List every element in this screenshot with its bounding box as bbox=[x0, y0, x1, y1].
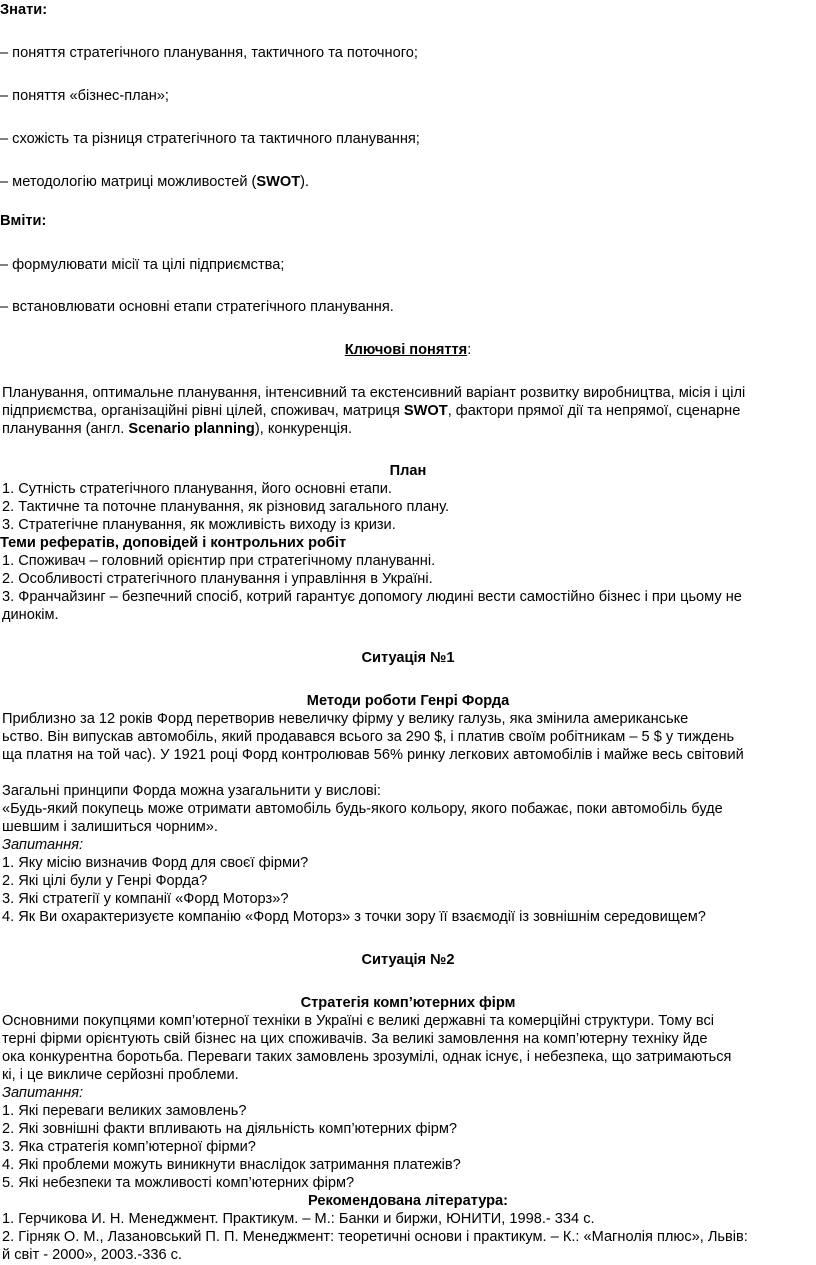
know-item: – схожість та різниця стратегічного та тактичного планування; bbox=[0, 131, 420, 147]
know-heading: Знати: bbox=[0, 2, 48, 18]
case1-principles: Загальні принципи Форда можна узагальнити у вислові: bbox=[2, 783, 381, 799]
able-heading: Вміти: bbox=[0, 213, 47, 229]
case1-heading: Ситуація №1 bbox=[361, 650, 455, 666]
topics-item: 1. Споживач – головний орієнтир при стратегічному плануванні. bbox=[2, 553, 436, 569]
topics-item: 3. Франчайзинг – безпечний спосіб, котрий гарантує допомогу людині вести самостійно бізнес і при цьому не bbox=[2, 589, 742, 605]
case1-quote: «Будь-який покупець може отримати автомобіль будь-якого кольору, якого побажає, поки автомобіль буде bbox=[2, 801, 723, 817]
swot-prefix: – методологію матриці можливостей ( bbox=[0, 174, 257, 190]
plan-item: 3. Стратегічне планування, як можливість виходу із кризи. bbox=[2, 517, 396, 533]
case2-heading: Ситуація №2 bbox=[361, 952, 455, 968]
case2-question: 2. Які зовнішні факти впливають на діяльність комп’ютерних фірм? bbox=[2, 1121, 458, 1137]
literature-heading: Рекомендована література: bbox=[307, 1193, 509, 1209]
case2-question: 5. Які небезпеки та можливості комп’ютерних фірм? bbox=[2, 1175, 355, 1191]
topics-item: 2. Особливості стратегічного планування і управління в Україні. bbox=[2, 571, 433, 587]
key-concepts-colon: : bbox=[467, 342, 472, 358]
case1-questions-heading: Запитання: bbox=[2, 837, 84, 853]
literature-item: 1. Герчикова И. Н. Менеджмент. Практикум. – М.: Банки и биржи, ЮНИТИ, 1998.- 334 с. bbox=[2, 1211, 595, 1227]
case1-subtitle: Методи роботи Генрі Форда bbox=[306, 693, 510, 709]
swot-suffix: ). bbox=[300, 174, 310, 190]
case2-text: ока конкурентна боротьба. Переваги таких замовлень зрозумілі, однак існує, і небезпека, що затримаються bbox=[2, 1049, 732, 1065]
key-text: планування (англ. bbox=[2, 421, 129, 437]
able-item: – встановлювати основні етапи стратегічного планування. bbox=[0, 299, 394, 315]
case1-question: 4. Як Ви охарактеризуєте компанію «Форд Моторз» з точки зору її взаємодії із зовнішнім середовищем? bbox=[2, 909, 706, 925]
know-item: – поняття стратегічного планування, тактичного та поточного; bbox=[0, 45, 418, 61]
swot-term: SWOT bbox=[256, 174, 301, 190]
case2-text: Основними покупцями комп’ютерної техніки в Україні є великі державні та комерційні структури. Тому всі bbox=[2, 1013, 714, 1029]
able-item: – формулювати місії та цілі підприємства; bbox=[0, 257, 285, 273]
case1-text: ьство. Він випускав автомобіль, який продавався всього за 290 $, і платив своїм робітникам – 5 $ у тиждень bbox=[2, 729, 735, 745]
case2-question: 3. Яка стратегія комп’ютерної фірми? bbox=[2, 1139, 256, 1155]
key-concepts-line: Планування, оптимальне планування, інтенсивний та екстенсивний варіант розвитку виробництва, місія і цілі bbox=[2, 385, 746, 401]
key-concepts-line bbox=[2, 402, 740, 420]
know-item: – поняття «бізнес-план»; bbox=[0, 88, 169, 104]
know-item-swot bbox=[0, 173, 309, 191]
key-text: підприємства, організаційні рівні цілей, споживач, матриця bbox=[2, 403, 404, 419]
key-swot: SWOT bbox=[403, 403, 448, 419]
literature-item-cont: й світ - 2000», 2003.-336 с. bbox=[2, 1247, 182, 1263]
topics-item-cont: динокім. bbox=[2, 607, 59, 623]
key-concepts-heading bbox=[0, 341, 816, 359]
case2-question: 4. Які проблеми можуть виникнути внаслідок затримання платежів? bbox=[2, 1157, 461, 1173]
case2-text: терні фірми орієнтують свій бізнес на цих споживачів. За великі замовлення на комп’ютерну техніку йде bbox=[2, 1031, 708, 1047]
case2-questions-heading: Запитання: bbox=[2, 1085, 84, 1101]
case2-question: 1. Які переваги великих замовлень? bbox=[2, 1103, 247, 1119]
topics-heading: Теми рефератів, доповідей і контрольних робіт bbox=[0, 535, 347, 551]
case1-question: 1. Яку місію визначив Форд для своєї фірми? bbox=[2, 855, 309, 871]
case1-text: ща платня на той час). У 1921 році Форд контролював 56% ринку легкових автомобілів і майже весь світовий bbox=[2, 747, 744, 763]
plan-heading: План bbox=[389, 463, 427, 479]
plan-item: 2. Тактичне та поточне планування, як різновид загального плану. bbox=[2, 499, 450, 515]
case1-question: 2. Які цілі були у Генрі Форда? bbox=[2, 873, 208, 889]
case2-subtitle: Стратегія комп’ютерних фірм bbox=[300, 995, 516, 1011]
case2-text: кі, і це викличе серйозні проблеми. bbox=[2, 1067, 239, 1083]
case1-question: 3. Які стратегії у компанії «Форд Моторз»? bbox=[2, 891, 289, 907]
key-text: ), конкуренція. bbox=[254, 421, 353, 437]
case1-quote: шевшим і залишиться чорним». bbox=[2, 819, 218, 835]
key-concepts-line bbox=[2, 420, 352, 438]
plan-item: 1. Сутність стратегічного планування, його основні етапи. bbox=[2, 481, 392, 497]
literature-item: 2. Гірняк О. М., Лазановський П. П. Менеджмент: теоретичні основи і практикум. – К.: «Магнолія плюс», Львів: bbox=[2, 1229, 748, 1245]
key-concepts-title: Ключові поняття bbox=[344, 342, 468, 358]
key-text: , фактори прямої дії та непрямої, сценарне bbox=[447, 403, 741, 419]
key-scenario: Scenario planning bbox=[128, 421, 255, 437]
case1-text: Приблизно за 12 років Форд перетворив невеличку фірму у велику галузь, яка змінила американське bbox=[2, 711, 689, 727]
